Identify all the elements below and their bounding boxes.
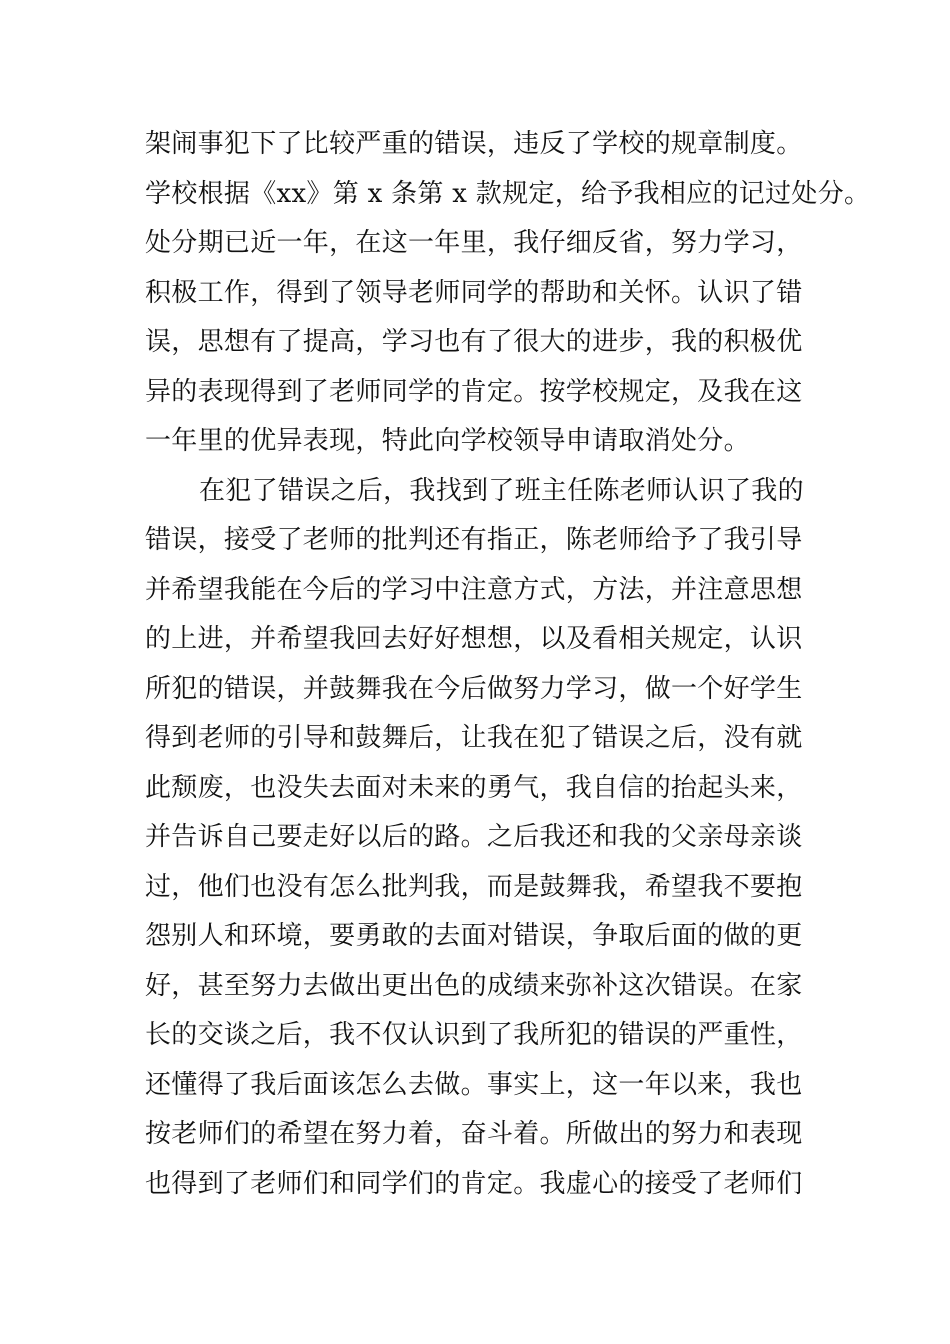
text-line: 得到老师的引导和鼓舞后，让我在犯了错误之后，没有就	[145, 723, 803, 753]
text-line: 学校根据《xx》第 x 条第 x 款规定，给予我相应的记过处分。	[145, 178, 871, 209]
text-line: 按老师们的希望在努力着，奋斗着。所做出的努力和表现	[145, 1119, 803, 1149]
text-line: 误，思想有了提高，学习也有了很大的进步，我的积极优	[145, 327, 803, 357]
text-line: 异的表现得到了老师同学的肯定。按学校规定，及我在这	[145, 376, 803, 407]
paragraph-start-line: 在犯了错误之后，我找到了班主任陈老师认识了我的	[199, 475, 804, 506]
text-line: 错误，接受了老师的批判还有指正，陈老师给予了我引导	[145, 525, 803, 555]
text-line: 过，他们也没有怎么批判我，而是鼓舞我，希望我不要抱	[145, 871, 803, 902]
text-line: 积极工作，得到了领导老师同学的帮助和关怀。认识了错	[145, 277, 803, 308]
text-line: 此颓废，也没失去面对未来的勇气，我自信的抬起头来，	[145, 772, 803, 803]
text-line: 并希望我能在今后的学习中注意方式，方法，并注意思想	[145, 574, 803, 605]
text-line: 长的交谈之后，我不仅认识到了我所犯的错误的严重性，	[145, 1020, 803, 1050]
text-line: 也得到了老师们和同学们的肯定。我虚心的接受了老师们	[145, 1168, 803, 1199]
text-line: 的上进，并希望我回去好好想想，以及看相关规定，认识	[145, 624, 803, 654]
text-line: 好，甚至努力去做出更出色的成绩来弥补这次错误。在家	[145, 970, 803, 1001]
text-line: 还懂得了我后面该怎么去做。事实上，这一年以来，我也	[145, 1069, 803, 1100]
text-line: 并告诉自己要走好以后的路。之后我还和我的父亲母亲谈	[145, 822, 803, 852]
body-text	[145, 120, 871, 1209]
text-line: 处分期已近一年，在这一年里，我仔细反省，努力学习，	[145, 228, 803, 258]
text-line: 一年里的优异表现，特此向学校领导申请取消处分。	[145, 426, 750, 456]
text-line: 架闹事犯下了比较严重的错误，违反了学校的规章制度。	[145, 129, 803, 159]
text-line: 怨别人和环境，要勇敢的去面对错误，争取后面的做的更	[145, 921, 803, 951]
text-line: 所犯的错误，并鼓舞我在今后做努力学习，做一个好学生	[145, 673, 803, 704]
